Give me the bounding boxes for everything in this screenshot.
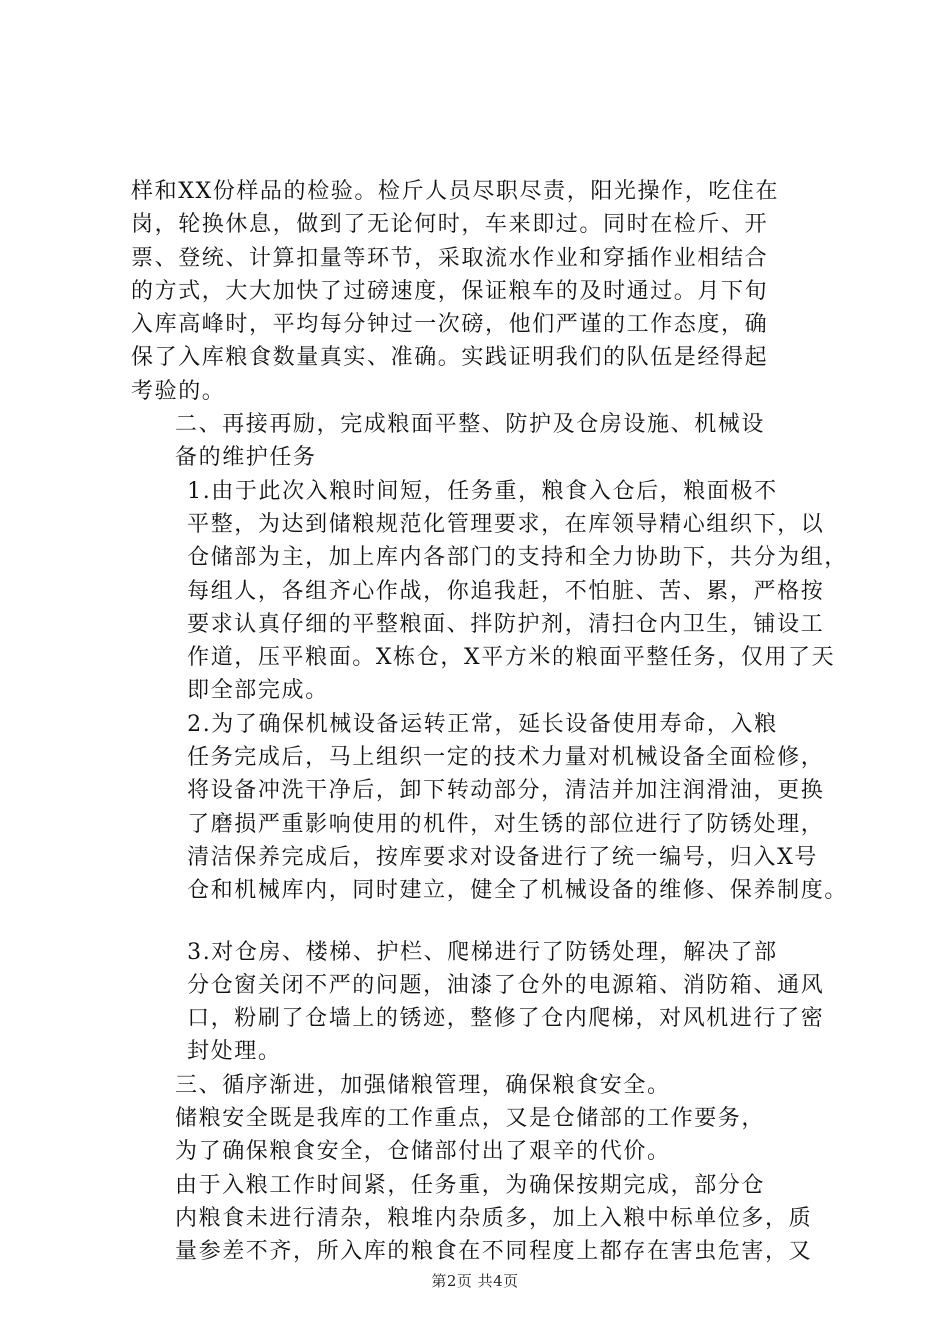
text-line: 内粮食未进行清杂，粮堆内杂质多，加上入粮中标单位多，质	[175, 1205, 813, 1231]
text-line: 口，粉刷了仓墙上的锈迹，整修了仓内爬梯，对风机进行了密	[187, 1006, 825, 1032]
paragraph-p4	[131, 936, 831, 1069]
text-line: 样和XX份样品的检验。检斤人员尽职尽责，阳光操作，吃住在	[131, 179, 780, 204]
paragraph-p2	[131, 475, 848, 708]
text-line: 封处理。	[187, 1039, 282, 1065]
document-body	[131, 175, 848, 1269]
text-line: 3.对仓房、楼梯、护栏、爬梯进行了防锈处理，解决了部	[187, 939, 778, 965]
text-line: 了磨损严重影响使用的机件，对生锈的部位进行了防锈处理，	[187, 811, 825, 837]
text-line: 作道，压平粮面。X栋仓，X平方米的粮面平整任务，仅用了天	[187, 645, 836, 671]
text-line: 每组人，各组齐心作战，你追我赶，不怕脏、苦、累，严格按	[187, 578, 825, 604]
text-line: 二、再接再励，完成粮面平整、防护及仓房设施、机械设	[175, 412, 766, 438]
text-line: 量参差不齐，所入库的粮食在不同程度上都存在害虫危害，又	[175, 1239, 813, 1265]
text-line: 为了确保粮食安全，仓储部付出了艰辛的代价。	[175, 1139, 671, 1165]
text-line: 要求认真仔细的平整粮面、拌防护剂，清扫仓内卫生，铺设工	[187, 611, 825, 637]
text-line: 三、循序渐进，加强储粮管理，确保粮食安全。	[175, 1072, 671, 1098]
text-line: 仓储部为主，加上库内各部门的支持和全力协助下，共分为组，	[187, 545, 848, 571]
text-line: 任务完成后，马上组织一定的技术力量对机械设备全面检修，	[187, 745, 825, 771]
page-footer: 第2页 共4页	[431, 1272, 519, 1290]
text-line: 储粮安全既是我库的工作重点，又是仓储部的工作要务，	[175, 1106, 766, 1132]
text-line: 保了入库粮食数量真实、准确。实践证明我们的队伍是经得起	[131, 345, 769, 371]
text-line: 平整，为达到储粮规范化管理要求，在库领导精心组织下，以	[187, 511, 825, 537]
text-line: 岗，轮换休息，做到了无论何时，车来即过。同时在检斤、开	[131, 212, 769, 238]
text-line: 入库高峰时，平均每分钟过一次磅，他们严谨的工作态度，确	[131, 312, 769, 338]
text-line: 考验的。	[131, 378, 226, 404]
paragraph-p1	[131, 408, 831, 475]
paragraph-p3	[131, 708, 848, 908]
text-line: 分仓窗关闭不严的问题，油漆了仓外的电源箱、消防箱、通风	[187, 972, 825, 998]
paragraph-p0	[131, 175, 831, 408]
text-line: 仓和机械库内，同时建立，健全了机械设备的维修、保养制度。	[187, 878, 848, 904]
paragraph-p5	[131, 1069, 831, 1102]
text-line: 备的维护任务	[175, 445, 317, 471]
text-line: 将设备冲洗干净后，卸下转动部分，清洁并加注润滑油，更换	[187, 778, 825, 804]
paragraph-p6	[131, 1102, 831, 1169]
text-line: 清洁保养完成后，按库要求对设备进行了统一编号，归入X号	[187, 844, 818, 870]
text-line: 1.由于此次入粮时间短，任务重，粮食入仓后，粮面极不	[187, 478, 778, 504]
text-line: 票、登统、计算扣量等环节，采取流水作业和穿插作业相结合	[131, 245, 769, 271]
text-line: 的方式，大大加快了过磅速度，保证粮车的及时通过。月下旬	[131, 278, 769, 304]
text-line: 2.为了确保机械设备运转正常，延长设备使用寿命，入粮	[187, 711, 778, 737]
text-line: 即全部完成。	[187, 678, 329, 704]
text-line: 由于入粮工作时间紧，任务重，为确保按期完成，部分仓	[175, 1172, 766, 1198]
paragraph-p7	[131, 1169, 831, 1269]
